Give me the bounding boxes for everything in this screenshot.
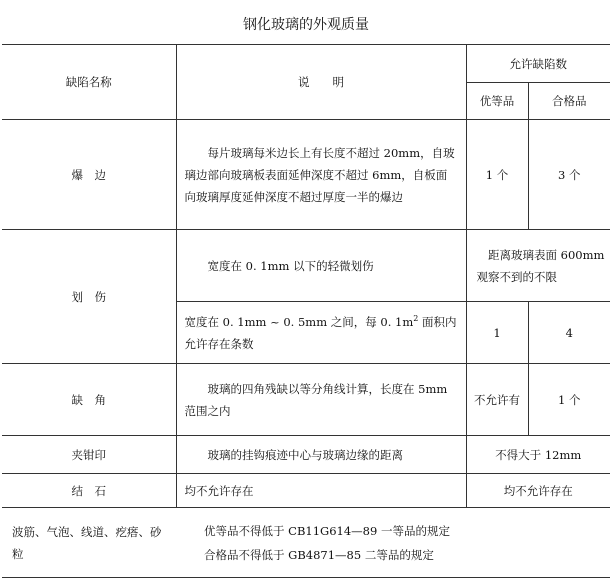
qualified-edge-burst: 3 个 <box>528 120 610 230</box>
superior-scratch: 1 <box>466 302 528 364</box>
header-qualified: 合格品 <box>528 83 610 120</box>
defect-clamp: 夹钳印 <box>2 436 176 474</box>
allowed-clamp: 不得大于 12mm <box>466 436 610 474</box>
header-description <box>176 45 466 120</box>
defect-stone: 结 石 <box>2 474 176 508</box>
desc-edge-burst: 每片玻璃每米边长上有长度不超过 20mm，自玻璃边部向玻璃板表面延伸深度不超过 6mm，自板面向玻璃厚度延伸深度不超过厚度一半的爆边 <box>176 120 466 230</box>
header-defect-name: 缺陷名称 <box>2 45 176 120</box>
table-row <box>2 436 610 474</box>
misc-line-superior: 优等品不得低于 CB11G614—89 一等品的规定 <box>204 523 450 538</box>
header-allowed-count: 允许缺陷数 <box>466 45 610 83</box>
desc-scratch-light: 宽度在 0. 1mm 以下的轻微划伤 <box>176 230 466 302</box>
superior-edge-burst: 1 个 <box>466 120 528 230</box>
allowed-stone: 均不允许存在 <box>466 474 610 508</box>
desc-scratch-medium-b: 面积内允许存在条数 <box>184 314 457 351</box>
defect-scratch: 划 伤 <box>2 230 176 364</box>
table-row <box>2 474 610 508</box>
desc-scratch-medium <box>176 302 466 364</box>
desc-scratch-medium-a: 宽度在 0. 1mm ~ 0. 5mm 之间，每 0. 1m <box>184 314 414 329</box>
defect-corner: 缺 角 <box>2 364 176 436</box>
superior-corner: 不允许有 <box>466 364 528 436</box>
desc-scratch-medium-sup: 2 <box>413 313 419 323</box>
desc-misc <box>176 508 610 578</box>
desc-stone: 均不允许存在 <box>176 474 466 508</box>
table-row <box>2 120 610 230</box>
header-description-text: 说 明 <box>298 75 344 89</box>
desc-corner: 玻璃的四角残缺以等分角线计算，长度在 5mm 范围之内 <box>176 364 466 436</box>
table-row <box>2 364 610 436</box>
qualified-corner: 1 个 <box>528 364 610 436</box>
header-row <box>2 45 610 83</box>
table-row <box>2 230 610 302</box>
qualified-scratch: 4 <box>528 302 610 364</box>
allowed-scratch-light: 距离玻璃表面 600mm 观察不到的不限 <box>466 230 610 302</box>
defect-edge-burst: 爆 边 <box>2 120 176 230</box>
table-row <box>2 508 610 578</box>
header-superior: 优等品 <box>466 83 528 120</box>
table-title: 钢化玻璃的外观质量 <box>243 17 369 33</box>
desc-clamp: 玻璃的挂钩痕迹中心与玻璃边缘的距离 <box>176 436 466 474</box>
misc-line-qualified: 合格品不得低于 GB4871—85 二等品的规定 <box>204 547 434 562</box>
defect-misc: 波筋、气泡、线道、疙瘩、砂粒 <box>2 508 176 578</box>
appearance-quality-table <box>2 44 610 578</box>
